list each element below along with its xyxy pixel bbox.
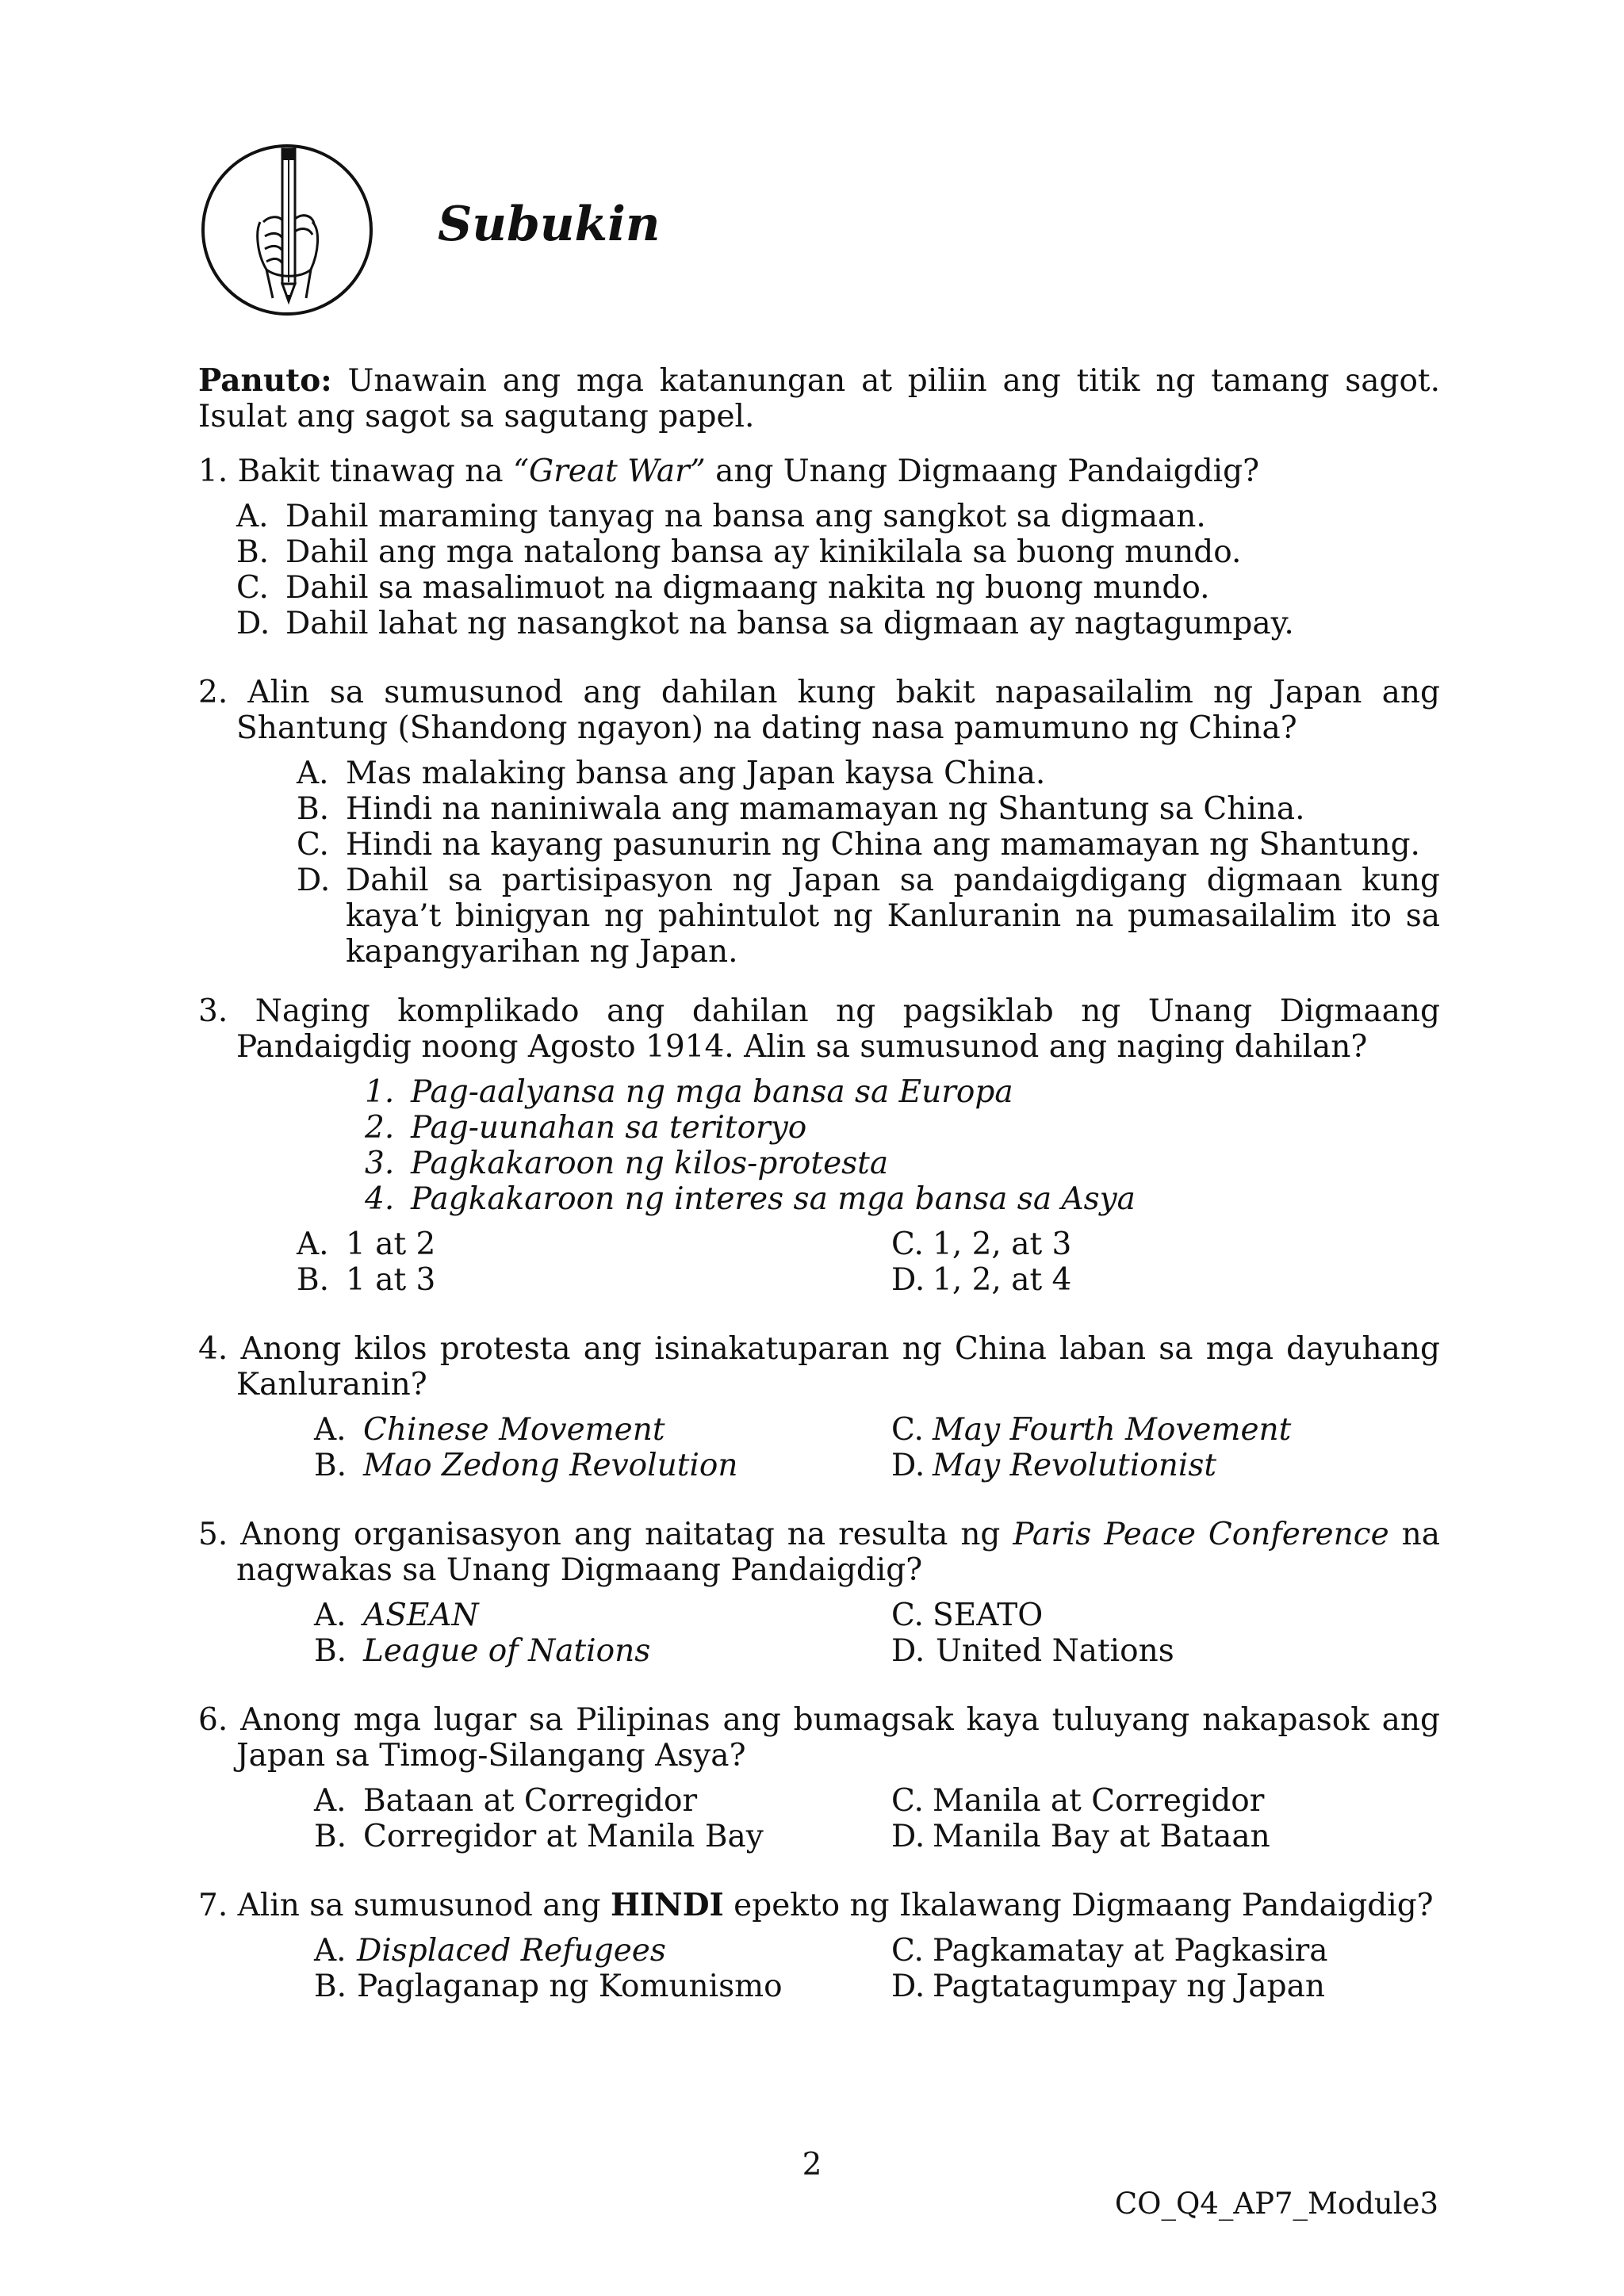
option-letter: B. bbox=[297, 791, 330, 827]
option-letter: C. bbox=[297, 827, 329, 863]
instructions-label: Panuto: bbox=[198, 362, 332, 399]
option-text: Pagkamatay at Pagkasira bbox=[933, 1933, 1328, 1969]
option-letter: C. bbox=[891, 1226, 924, 1262]
question-3-stem bbox=[198, 993, 1440, 1065]
statement-item bbox=[365, 1181, 1440, 1217]
option-letter: D. bbox=[891, 1633, 925, 1669]
page-title: Subukin bbox=[438, 197, 661, 252]
option-b[interactable] bbox=[314, 1448, 891, 1483]
question-text: Alin sa sumusunod ang bbox=[237, 1888, 611, 1923]
option-text: Mas malaking bansa ang Japan kaysa China. bbox=[346, 756, 1046, 791]
question-5-options bbox=[198, 1598, 1440, 1669]
statement-item bbox=[365, 1146, 1440, 1181]
statement-number: 2. bbox=[365, 1110, 395, 1146]
option-text: Manila at Corregidor bbox=[933, 1783, 1265, 1819]
question-emphasis: HINDI bbox=[610, 1887, 724, 1923]
option-text: Hindi na naniniwala ang mamamayan ng Shantung sa China. bbox=[346, 791, 1305, 827]
statement-number: 1. bbox=[365, 1074, 395, 1110]
option-b[interactable] bbox=[314, 1633, 891, 1669]
instructions-text: Unawain ang mga katanungan at piliin ang titik ng tamang sagot. Isulat ang sagot sa sagutang papel. bbox=[198, 363, 1440, 434]
question-7-options bbox=[198, 1933, 1440, 2004]
option-letter: D. bbox=[891, 1969, 925, 2004]
option-letter: A. bbox=[314, 1783, 347, 1819]
option-letter: D. bbox=[891, 1448, 925, 1483]
option-text: League of Nations bbox=[363, 1633, 651, 1669]
statement-number: 3. bbox=[365, 1146, 395, 1181]
question-2-options bbox=[198, 756, 1440, 970]
option-letter: C. bbox=[891, 1412, 924, 1448]
option-text: SEATO bbox=[933, 1598, 1044, 1633]
option-text: May Revolutionist bbox=[933, 1448, 1217, 1483]
option-text: Dahil sa masalimuot na digmaang nakita ng buong mundo. bbox=[285, 570, 1210, 606]
option-letter: B. bbox=[314, 1819, 347, 1854]
question-text: epekto ng Ikalawang Digmaang Pandaigdig? bbox=[723, 1888, 1434, 1923]
option-text: Bataan at Corregidor bbox=[363, 1783, 698, 1819]
option-letter: C. bbox=[891, 1598, 924, 1633]
question-number: 6. bbox=[198, 1702, 228, 1738]
question-number: 5. bbox=[198, 1517, 228, 1552]
option-letter: D. bbox=[297, 863, 331, 898]
option-a[interactable] bbox=[297, 1226, 891, 1262]
option-text: Dahil sa partisipasyon ng Japan sa pandaigdigang digmaan kung kaya’t binigyan ng pahintulot ng Kanluranin na pumasailalim ito sa kapangyarihan ng Japan. bbox=[346, 863, 1440, 970]
option-letter: B. bbox=[297, 1262, 330, 1298]
option-text: Dahil lahat ng nasangkot na bansa sa digmaan ay nagtagumpay. bbox=[285, 606, 1294, 641]
hand-holding-pencil-icon bbox=[200, 143, 374, 317]
option-text: Paglaganap ng Komunismo bbox=[357, 1969, 783, 2004]
option-c[interactable] bbox=[297, 827, 1440, 863]
option-c[interactable] bbox=[236, 570, 1440, 606]
module-code: CO_Q4_AP7_Module3 bbox=[1114, 2187, 1438, 2221]
option-text: 1, 2, at 4 bbox=[933, 1262, 1072, 1298]
question-4-stem bbox=[198, 1331, 1440, 1402]
statement-text: Pagkakaroon ng interes sa mga bansa sa Asya bbox=[411, 1181, 1136, 1217]
option-a[interactable] bbox=[297, 756, 1440, 791]
question-text: ang Unang Digmaang Pandaigdig? bbox=[705, 453, 1260, 489]
question-number: 2. bbox=[198, 675, 228, 710]
statement-text: Pag-uunahan sa teritoryo bbox=[411, 1110, 807, 1146]
question-2 bbox=[198, 675, 1440, 970]
option-b[interactable] bbox=[314, 1819, 891, 1854]
question-7 bbox=[198, 1888, 1440, 2004]
question-6-stem bbox=[198, 1702, 1440, 1774]
option-d[interactable] bbox=[891, 1262, 1446, 1298]
question-6 bbox=[198, 1702, 1440, 1854]
question-emphasis: Paris Peace Conference bbox=[1013, 1517, 1389, 1552]
option-c[interactable] bbox=[891, 1598, 1446, 1633]
option-b[interactable] bbox=[314, 1969, 891, 2004]
option-a[interactable] bbox=[236, 499, 1440, 534]
question-6-options bbox=[198, 1783, 1440, 1854]
question-text: Anong mga lugar sa Pilipinas ang bumagsak kaya tuluyang nakapasok ang Japan sa Timog-Silangang Asya? bbox=[236, 1702, 1440, 1774]
question-text: Anong organisasyon ang naitatag na resulta ng bbox=[240, 1517, 1013, 1552]
instructions bbox=[198, 363, 1440, 434]
option-text: United Nations bbox=[936, 1633, 1174, 1669]
option-text: Pagtatagumpay ng Japan bbox=[933, 1969, 1325, 2004]
option-d[interactable] bbox=[891, 1633, 1446, 1669]
option-letter: B. bbox=[314, 1448, 347, 1483]
option-letter: A. bbox=[297, 756, 329, 791]
question-2-stem bbox=[198, 675, 1440, 746]
statement-item bbox=[365, 1074, 1440, 1110]
option-b[interactable] bbox=[297, 791, 1440, 827]
option-text: Chinese Movement bbox=[363, 1412, 665, 1448]
option-letter: C. bbox=[891, 1783, 924, 1819]
option-letter: A. bbox=[314, 1412, 347, 1448]
option-d[interactable] bbox=[891, 1819, 1446, 1854]
option-text: ASEAN bbox=[363, 1598, 479, 1633]
option-d[interactable] bbox=[297, 863, 1440, 970]
option-text: Manila Bay at Bataan bbox=[933, 1819, 1270, 1854]
quiz-content bbox=[198, 363, 1440, 2004]
question-number: 3. bbox=[198, 993, 228, 1029]
page-number: 2 bbox=[802, 2147, 822, 2183]
option-text: May Fourth Movement bbox=[933, 1412, 1292, 1448]
option-letter: A. bbox=[297, 1226, 329, 1262]
question-text: Bakit tinawag na bbox=[237, 453, 513, 489]
option-letter: C. bbox=[236, 570, 269, 606]
statement-text: Pagkakaroon ng kilos-protesta bbox=[411, 1146, 889, 1181]
question-number: 1. bbox=[198, 453, 228, 489]
option-text: 1, 2, at 3 bbox=[933, 1226, 1072, 1262]
option-letter: A. bbox=[236, 499, 269, 534]
option-letter: B. bbox=[236, 534, 270, 570]
option-letter: D. bbox=[891, 1819, 925, 1854]
option-c[interactable] bbox=[891, 1933, 1446, 1969]
option-letter: B. bbox=[314, 1969, 347, 2004]
question-3-options bbox=[198, 1226, 1440, 1298]
option-c[interactable] bbox=[891, 1412, 1446, 1448]
question-number: 7. bbox=[198, 1888, 228, 1923]
option-text: Corregidor at Manila Bay bbox=[363, 1819, 764, 1854]
question-3 bbox=[198, 993, 1440, 1298]
statement-number: 4. bbox=[365, 1181, 395, 1217]
question-text: Anong kilos protesta ang isinakatuparan ng China laban sa mga dayuhang Kanluranin? bbox=[236, 1331, 1440, 1402]
option-letter: A. bbox=[314, 1598, 347, 1633]
option-a[interactable] bbox=[314, 1412, 891, 1448]
option-letter: D. bbox=[236, 606, 270, 641]
question-7-stem bbox=[198, 1888, 1440, 1923]
option-a[interactable] bbox=[314, 1933, 891, 1969]
question-4 bbox=[198, 1331, 1440, 1483]
option-letter: A. bbox=[314, 1933, 347, 1969]
question-5-stem bbox=[198, 1517, 1440, 1588]
option-text: Mao Zedong Revolution bbox=[363, 1448, 738, 1483]
question-number: 4. bbox=[198, 1331, 228, 1367]
option-d[interactable] bbox=[891, 1448, 1446, 1483]
option-letter: C. bbox=[891, 1933, 924, 1969]
option-b[interactable] bbox=[236, 534, 1440, 570]
option-text: Dahil ang mga natalong bansa ay kinikilala sa buong mundo. bbox=[285, 534, 1242, 570]
option-b[interactable] bbox=[297, 1262, 891, 1298]
question-text: Naging komplikado ang dahilan ng pagsiklab ng Unang Digmaang Pandaigdig noong Agosto 1914. Alin sa sumusunod ang naging dahilan? bbox=[236, 993, 1440, 1065]
question-4-options bbox=[198, 1412, 1440, 1483]
question-text: Alin sa sumusunod ang dahilan kung bakit napasailalim ng Japan ang Shantung (Shandong ngayon) na dating nasa pamumuno ng China? bbox=[236, 675, 1440, 746]
question-5 bbox=[198, 1517, 1440, 1669]
option-text: Displaced Refugees bbox=[357, 1933, 666, 1969]
option-a[interactable] bbox=[314, 1598, 891, 1633]
option-d[interactable] bbox=[236, 606, 1440, 641]
option-c[interactable] bbox=[891, 1783, 1446, 1819]
option-c[interactable] bbox=[891, 1226, 1446, 1262]
option-letter: D. bbox=[891, 1262, 925, 1298]
option-d[interactable] bbox=[891, 1969, 1446, 2004]
statement-text: Pag-aalyansa ng mga bansa sa Europa bbox=[411, 1074, 1013, 1110]
question-3-statements bbox=[198, 1074, 1440, 1217]
question-text: na nagwakas sa Unang Digmaang Pandaigdig? bbox=[236, 1517, 1440, 1588]
option-letter: B. bbox=[314, 1633, 347, 1669]
question-emphasis: “Great War” bbox=[513, 453, 706, 489]
question-1 bbox=[198, 453, 1440, 641]
option-text: 1 at 3 bbox=[346, 1262, 436, 1298]
question-1-options bbox=[198, 499, 1440, 641]
option-text: Hindi na kayang pasunurin ng China ang mamamayan ng Shantung. bbox=[346, 827, 1420, 863]
statement-item bbox=[365, 1110, 1440, 1146]
option-a[interactable] bbox=[314, 1783, 891, 1819]
question-1-stem bbox=[198, 453, 1440, 489]
option-text: 1 at 2 bbox=[346, 1226, 436, 1262]
option-text: Dahil maraming tanyag na bansa ang sangkot sa digmaan. bbox=[285, 499, 1206, 534]
